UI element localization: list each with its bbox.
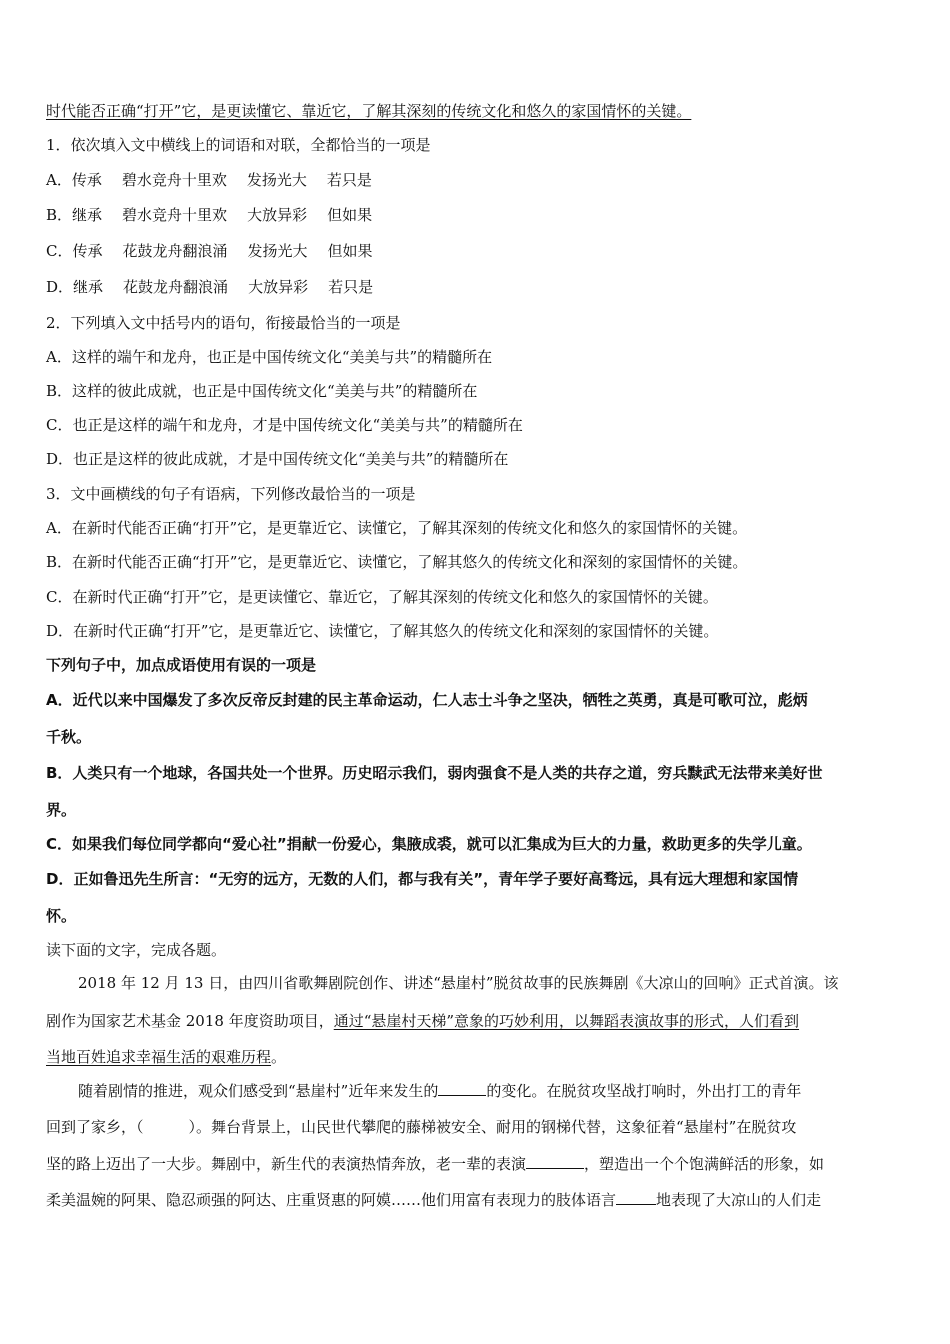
- q4-stem: 下列句子中，加点成语使用有误的一项是: [46, 656, 317, 674]
- q1-option-c: C．传承 花鼓龙舟翻浪涌 发扬光大 但如果: [46, 242, 373, 260]
- underlined-sentence-part1: 通过“悬崖村天梯”意象的巧妙利用，以舞蹈表演故事的形式，人们看到: [333, 1012, 800, 1030]
- q2-option-a: A．这样的端午和龙舟，也正是中国传统文化“美美与共”的精髓所在: [46, 348, 493, 366]
- q4-option-a-line1: A．近代以来中国爆发了多次反帝反封建的民主革命运动，仁人志士斗争之坚决，牺牲之英勇，真是可歌可泣，彪炳: [46, 691, 808, 709]
- passage2-p2-line3: 坚的路上迈出了一大步。舞剧中，新生代的表演热情奔放，老一辈的表演 ，塑造出一个个饱满鲜活的形象，如: [46, 1155, 825, 1173]
- q3-option-c: C．在新时代正确“打开”它，是更读懂它、靠近它，了解其深刻的传统文化和悠久的家国情怀的关键。: [46, 588, 718, 606]
- passage2-p1-line1: 2018 年 12 月 13 日，由四川省歌舞剧院创作、讲述“悬崖村”脱贫故事的民族舞剧《大凉山的回响》正式首演。该: [78, 974, 839, 992]
- q4-option-c: C．如果我们每位同学都向“爱心社”捐献一份爱心，集腋成裘，就可以汇集成为巨大的力量，救助更多的失学儿童。: [46, 835, 812, 853]
- passage2-p1-line3: 当地百姓追求幸福生活的艰难历程。: [46, 1048, 287, 1066]
- q4-option-d-line1: D．正如鲁迅先生所言：“无穷的远方，无数的人们，都与我有关”，青年学子要好高骛远，具有远大理想和家国情: [46, 870, 799, 888]
- fill-blank-1: [438, 1081, 486, 1096]
- q3-option-d: D．在新时代正确“打开”它，是更靠近它、读懂它，了解其悠久的传统文化和深刻的家国情怀的关键。: [46, 622, 719, 640]
- fill-blank-2: [526, 1154, 584, 1169]
- passage2-p1-line2: 剧作为国家艺术基金 2018 年度资助项目，通过“悬崖村天梯”意象的巧妙利用，以舞蹈表演故事的形式，人们看到: [46, 1012, 800, 1030]
- q4-option-d-line2: 怀。: [46, 907, 77, 925]
- q3-option-a: A．在新时代能否正确“打开”它，是更靠近它、读懂它，了解其深刻的传统文化和悠久的家国情怀的关键。: [46, 519, 748, 537]
- q1-option-a: A．传承 碧水竞舟十里欢 发扬光大 若只是: [46, 171, 372, 189]
- q2-option-c: C．也正是这样的端午和龙舟，才是中国传统文化“美美与共”的精髓所在: [46, 416, 523, 434]
- q4-option-a-line2: 千秋。: [46, 728, 92, 746]
- passage2-p2-line1: 随着剧情的推进，观众们感受到“悬崖村”近年来发生的 的变化。在脱贫攻坚战打响时，外出打工的青年: [78, 1082, 802, 1100]
- passage-underlined-sentence: 时代能否正确“打开”它，是更读懂它、靠近它，了解其深刻的传统文化和悠久的家国情怀的关键。: [46, 102, 692, 120]
- q1-stem: 1．依次填入文中横线上的词语和对联，全都恰当的一项是: [46, 136, 431, 154]
- q1-option-d: D．继承 花鼓龙舟翻浪涌 大放异彩 若只是: [46, 278, 374, 296]
- q4-option-b-line2: 界。: [46, 801, 77, 819]
- passage2-p2-line2: 回到了家乡，（ ）。舞台背景上，山民世代攀爬的藤梯被安全、耐用的钢梯代替，这象征着“悬崖村”在脱贫攻: [46, 1118, 797, 1136]
- q1-option-b: B．继承 碧水竞舟十里欢 大放异彩 但如果: [46, 206, 373, 224]
- q3-option-b: B．在新时代能否正确“打开”它，是更靠近它、读懂它，了解其悠久的传统文化和深刻的家国情怀的关键。: [46, 553, 748, 571]
- q2-option-d: D．也正是这样的彼此成就，才是中国传统文化“美美与共”的精髓所在: [46, 450, 509, 468]
- passage2-intro: 读下面的文字，完成各题。: [46, 941, 227, 959]
- underlined-sentence-part2: 当地百姓追求幸福生活的艰难历程: [46, 1048, 272, 1066]
- fill-blank-3: [616, 1190, 656, 1205]
- q3-stem: 3．文中画横线的句子有语病，下列修改最恰当的一项是: [46, 485, 416, 503]
- q2-stem: 2．下列填入文中括号内的语句，衔接最恰当的一项是: [46, 314, 401, 332]
- q2-option-b: B．这样的彼此成就，也正是中国传统文化“美美与共”的精髓所在: [46, 382, 478, 400]
- passage2-p2-line4: 柔美温婉的阿果、隐忍顽强的阿达、庄重贤惠的阿嫫……他们用富有表现力的肢体语言 地表现了大凉山的人们走: [46, 1191, 822, 1209]
- q4-option-b-line1: B．人类只有一个地球，各国共处一个世界。历史昭示我们，弱肉强食不是人类的共存之道，穷兵黩武无法带来美好世: [46, 764, 823, 782]
